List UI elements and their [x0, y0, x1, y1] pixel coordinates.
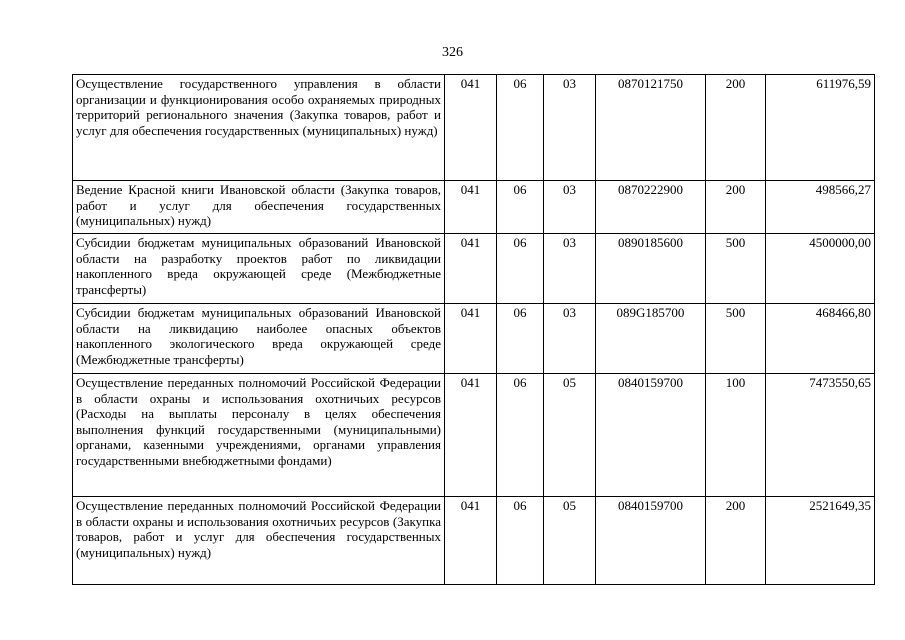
expense-type-code: 200	[706, 497, 766, 585]
expense-type-code: 100	[706, 374, 766, 497]
target-item-code: 089G185700	[596, 304, 706, 374]
amount: 498566,27	[766, 181, 875, 234]
table-row	[73, 374, 875, 497]
amount: 2521649,35	[766, 497, 875, 585]
table-row	[73, 181, 875, 234]
expense-name: Осуществление переданных полномочий Российской Федерации в области охраны и использования охотничьих ресурсов (Расходы на выплаты персоналу в целях обеспечения выполнения функций государственными (муниципальными) органами, казенными учреждениями, органами управления государственными внебюджетными фондами)	[73, 374, 445, 497]
table-row	[73, 304, 875, 374]
expense-type-code: 200	[706, 75, 766, 181]
amount: 468466,80	[766, 304, 875, 374]
target-item-code: 0840159700	[596, 497, 706, 585]
budget-table	[72, 74, 875, 585]
table-row	[73, 497, 875, 585]
expense-name: Субсидии бюджетам муниципальных образований Ивановской области на разработку проектов работ по ликвидации накопленного вреда окружающей среде (Межбюджетные трансферты)	[73, 234, 445, 304]
expense-name: Осуществление переданных полномочий Российской Федерации в области охраны и использования охотничьих ресурсов (Закупка товаров, работ и услуг для обеспечения государственных (муниципальных) нужд)	[73, 497, 445, 585]
subsection-code: 05	[544, 497, 596, 585]
subsection-code: 03	[544, 181, 596, 234]
expense-type-code: 500	[706, 234, 766, 304]
admin-code: 041	[445, 234, 497, 304]
table-row	[73, 234, 875, 304]
expense-name: Ведение Красной книги Ивановской области (Закупка товаров, работ и услуг для обеспечения государственных (муниципальных) нужд)	[73, 181, 445, 234]
table-row	[73, 75, 875, 181]
page-number: 326	[442, 45, 463, 60]
subsection-code: 03	[544, 234, 596, 304]
subsection-code: 03	[544, 304, 596, 374]
admin-code: 041	[445, 181, 497, 234]
subsection-code: 03	[544, 75, 596, 181]
section-code: 06	[497, 181, 544, 234]
admin-code: 041	[445, 75, 497, 181]
section-code: 06	[497, 75, 544, 181]
admin-code: 041	[445, 374, 497, 497]
amount: 611976,59	[766, 75, 875, 181]
amount: 7473550,65	[766, 374, 875, 497]
section-code: 06	[497, 234, 544, 304]
target-item-code: 0870121750	[596, 75, 706, 181]
section-code: 06	[497, 497, 544, 585]
section-code: 06	[497, 304, 544, 374]
admin-code: 041	[445, 304, 497, 374]
target-item-code: 0870222900	[596, 181, 706, 234]
target-item-code: 0890185600	[596, 234, 706, 304]
expense-name: Осуществление государственного управления в области организации и функционирования особо охраняемых природных территорий регионального значения (Закупка товаров, работ и услуг для обеспечения государственных (муниципальных) нужд)	[73, 75, 445, 181]
target-item-code: 0840159700	[596, 374, 706, 497]
subsection-code: 05	[544, 374, 596, 497]
admin-code: 041	[445, 497, 497, 585]
amount: 4500000,00	[766, 234, 875, 304]
expense-type-code: 500	[706, 304, 766, 374]
expense-type-code: 200	[706, 181, 766, 234]
expense-name: Субсидии бюджетам муниципальных образований Ивановской области на ликвидацию наиболее опасных объектов накопленного экологического вреда окружающей среде (Межбюджетные трансферты)	[73, 304, 445, 374]
section-code: 06	[497, 374, 544, 497]
